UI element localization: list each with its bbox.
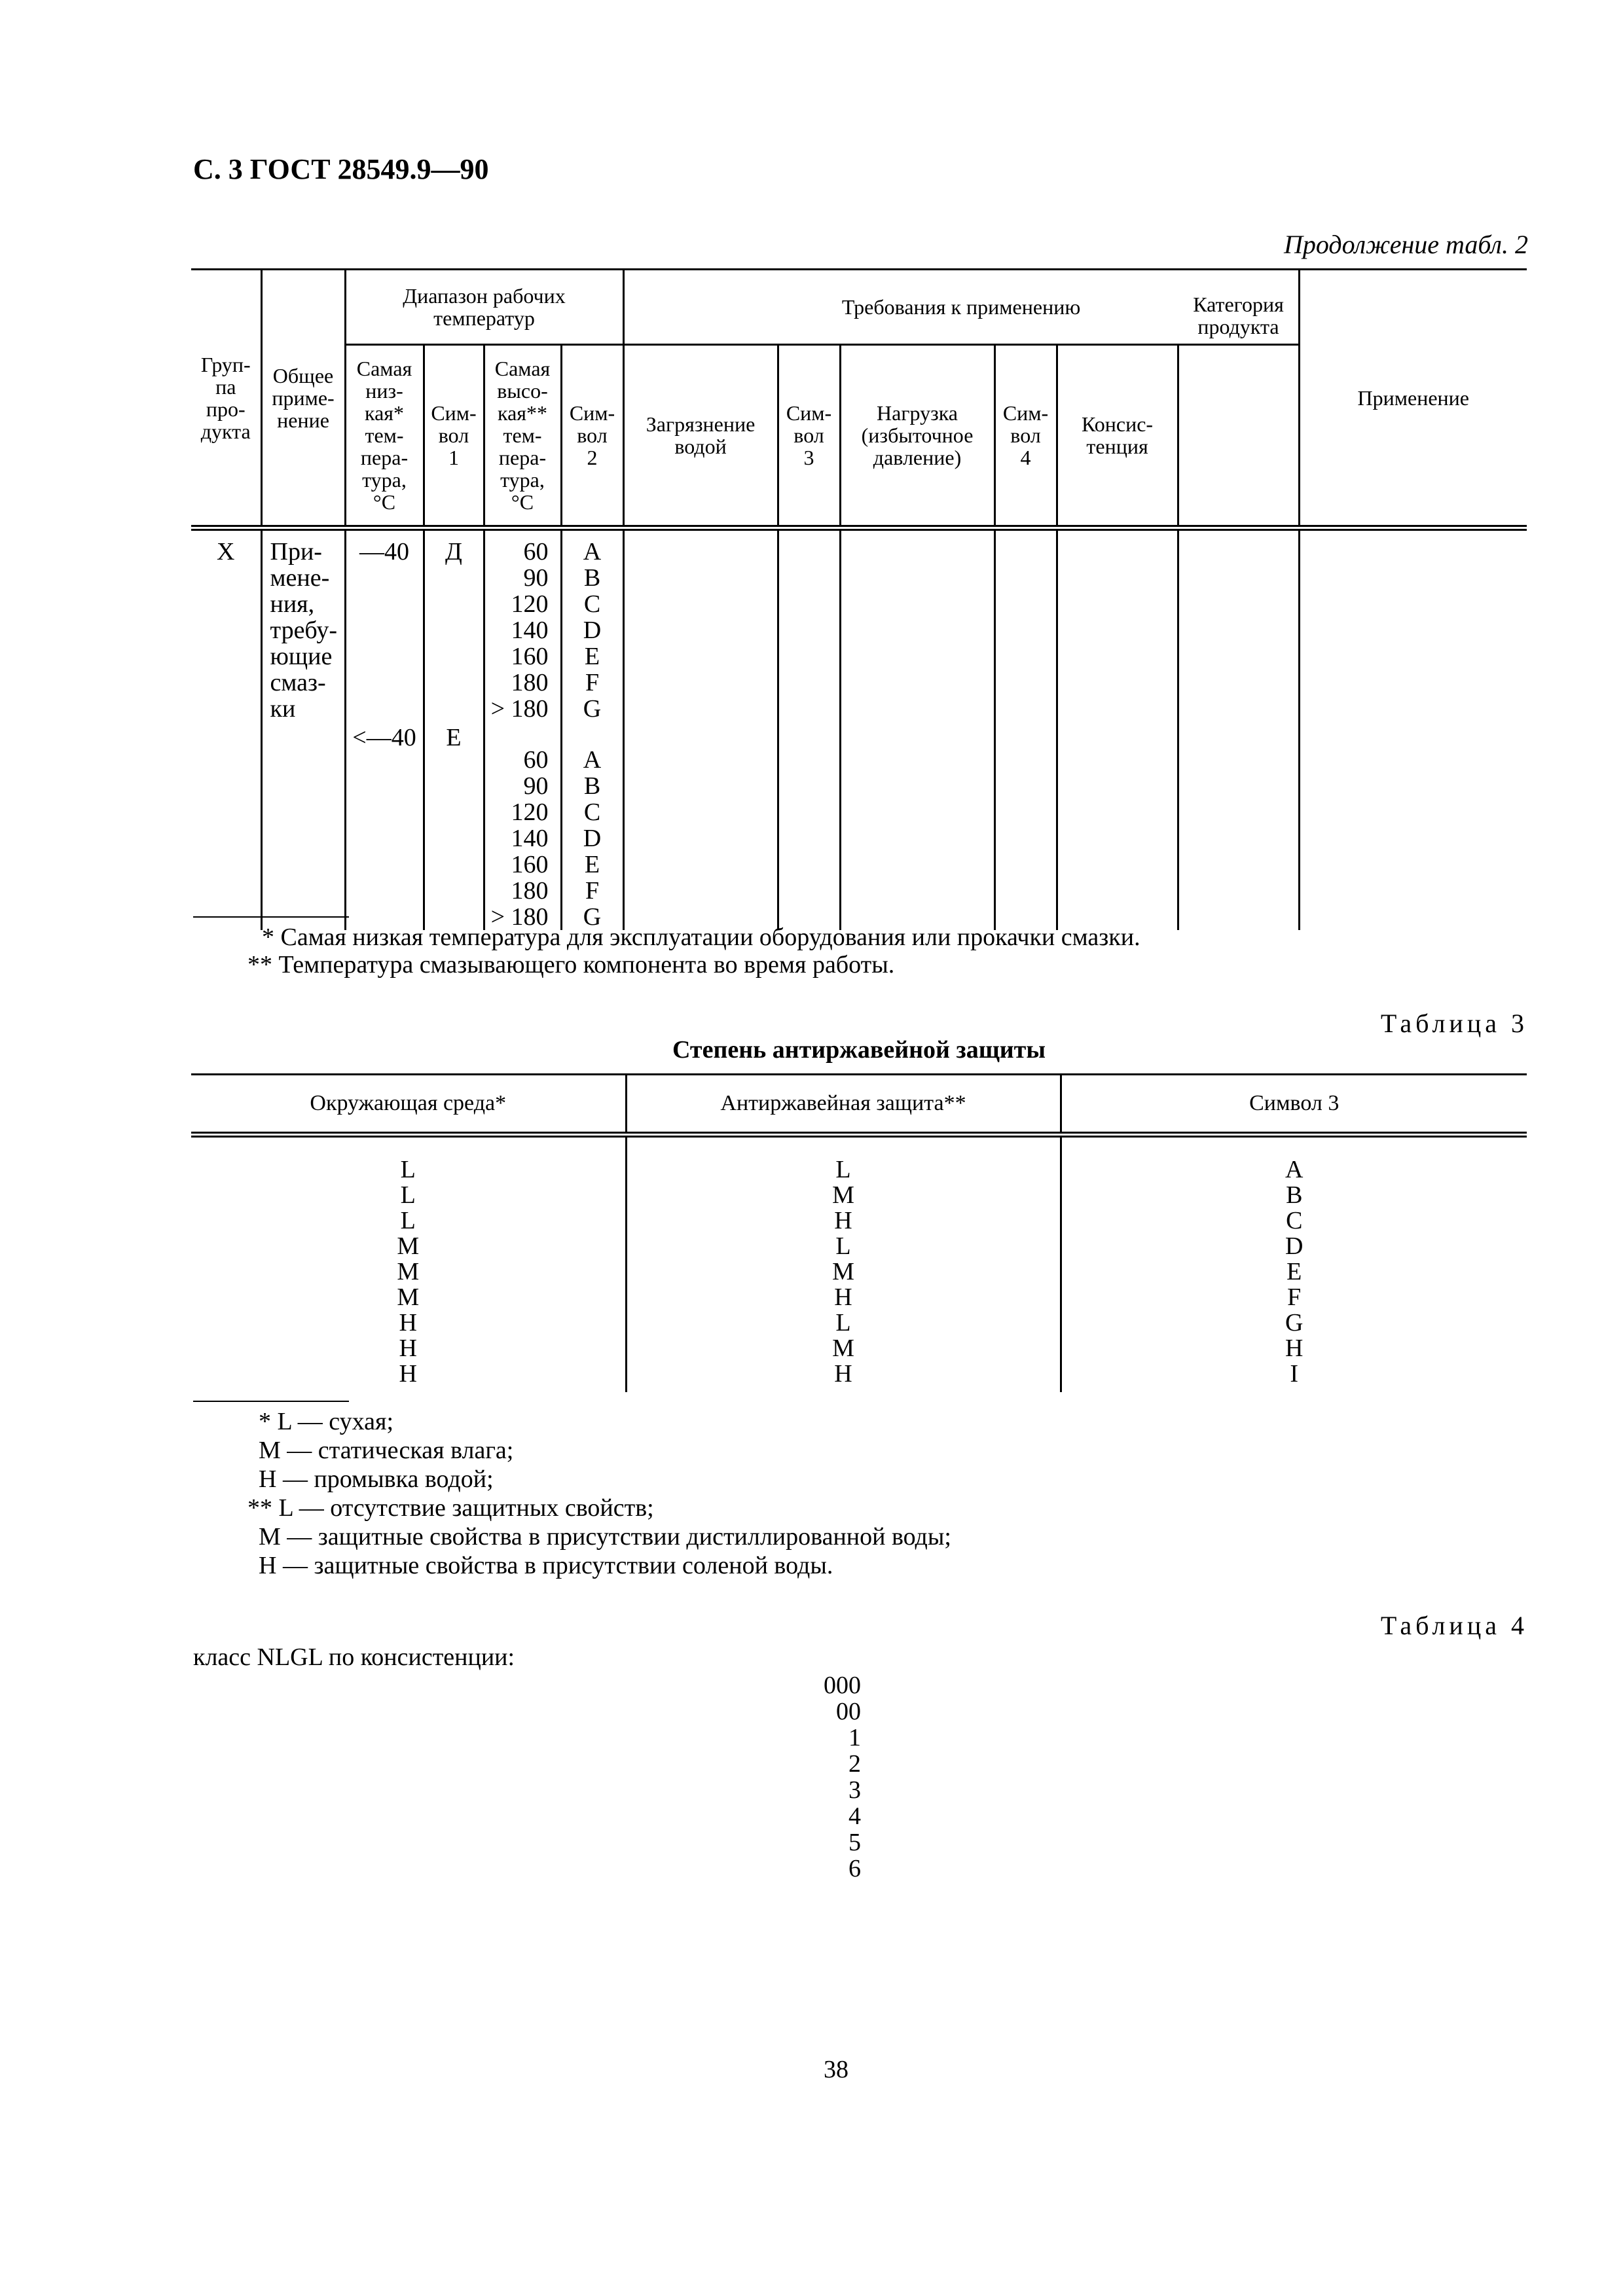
cell-sym4	[994, 528, 1057, 931]
header-category	[1178, 293, 1299, 476]
line: температур	[433, 306, 535, 330]
line: M	[397, 1258, 420, 1285]
line: Общее	[272, 363, 334, 387]
line: G	[1285, 1309, 1304, 1336]
line: °С	[511, 490, 534, 514]
line: M	[832, 1258, 854, 1285]
line: 00	[836, 1698, 861, 1725]
line: > 180	[490, 903, 549, 931]
line: тура,	[500, 468, 545, 492]
line: пера-	[498, 446, 547, 469]
line: вол	[577, 423, 608, 447]
line: M	[832, 1335, 854, 1362]
line: H	[399, 1360, 417, 1388]
line: D	[583, 825, 602, 852]
line: C	[583, 798, 601, 826]
line: мене-	[270, 564, 330, 592]
line: 180	[511, 669, 549, 696]
line: 5	[848, 1829, 861, 1856]
line: L	[400, 1181, 416, 1209]
column-symbol: Символ 3	[1061, 1075, 1527, 1135]
environment-values	[191, 1135, 626, 1393]
line: E	[584, 851, 600, 878]
cell-sym2	[561, 528, 623, 931]
line: про-	[206, 397, 246, 421]
line: 2	[587, 446, 598, 469]
line: °С	[373, 490, 396, 514]
line: H	[834, 1283, 852, 1311]
line: 140	[511, 617, 549, 644]
header-lowest	[345, 345, 424, 528]
line: Диапазон рабочих	[403, 284, 566, 308]
line: 4	[848, 1803, 861, 1830]
line: тем-	[503, 423, 542, 447]
cell-sym1: Д E	[424, 528, 484, 931]
line: G	[583, 695, 602, 723]
footnote3-3: H — промывка водой;	[259, 1465, 494, 1493]
header-sym4	[994, 345, 1057, 528]
line: L	[835, 1232, 851, 1260]
line: Самая	[356, 357, 412, 380]
header-range	[345, 270, 623, 345]
line: 90	[523, 564, 549, 592]
cell-highest	[484, 528, 561, 931]
footnote-separator-3	[193, 1401, 349, 1402]
line: ния,	[270, 590, 315, 618]
line: 160	[511, 643, 549, 670]
line: 1	[848, 1724, 861, 1751]
cell-load	[840, 528, 994, 931]
line: M	[397, 1232, 420, 1260]
footnote3-5: M — защитные свойства в присутствии дистиллированной воды;	[259, 1523, 951, 1551]
line: E	[1286, 1258, 1302, 1285]
symbol-values	[1061, 1135, 1527, 1393]
line: па	[215, 374, 236, 399]
line: 000	[824, 1672, 861, 1699]
header-water	[623, 345, 778, 528]
line: 1	[448, 446, 459, 469]
line: дукта	[200, 419, 251, 443]
line: Категория	[1193, 293, 1284, 316]
line: тенция	[1086, 435, 1148, 458]
line: Сим-	[569, 401, 615, 425]
protection-values	[626, 1135, 1061, 1393]
footnote3-2: M — статическая влага;	[259, 1437, 514, 1464]
table-4-intro: класс NLGL по консистенции:	[193, 1643, 515, 1671]
page-number: 38	[824, 2056, 848, 2083]
line: вол	[1010, 423, 1041, 447]
line: Самая	[494, 357, 551, 380]
table-3	[191, 1073, 1527, 1392]
line: тура,	[362, 468, 407, 492]
line: F	[585, 669, 600, 696]
line: B	[583, 564, 601, 592]
line: C	[1286, 1207, 1303, 1234]
page-header: С. 3 ГОСТ 28549.9—90	[193, 153, 489, 185]
line: 160	[511, 851, 549, 878]
header-consistency	[1057, 345, 1178, 528]
footnote3-1: * L — сухая;	[259, 1408, 394, 1435]
header-sym3	[778, 345, 840, 528]
line: I	[1290, 1360, 1299, 1388]
line: пера-	[360, 446, 409, 469]
line: требу-	[270, 617, 337, 644]
line: водой	[674, 435, 727, 458]
footnote-lowest-temp: * Самая низкая температура для эксплуатации оборудования или прокачки смазки.	[262, 924, 1140, 951]
nlgl-values	[812, 1672, 861, 1882]
footnote-separator	[193, 916, 349, 918]
line: давление)	[873, 446, 962, 469]
line: E	[584, 643, 600, 670]
cell-lowest: —40 <—40	[345, 528, 424, 931]
line: Сим-	[1002, 401, 1049, 425]
line: F	[1287, 1283, 1302, 1311]
column-environment: Окружающая среда*	[191, 1075, 626, 1135]
line: Консис-	[1081, 412, 1154, 436]
header-load	[840, 345, 994, 528]
cell-general	[261, 528, 345, 931]
line: Сим-	[431, 401, 477, 425]
line: L	[400, 1207, 416, 1234]
line: 60	[523, 538, 549, 565]
cell-sym3	[778, 528, 840, 931]
line: 3	[803, 446, 814, 469]
table-4-number: Таблица 4	[1380, 1611, 1528, 1640]
table-2	[191, 268, 1527, 930]
line: M	[832, 1181, 854, 1209]
line: высо-	[497, 379, 548, 403]
table-3-title: Степень антиржавейной защиты	[672, 1036, 1046, 1064]
cell-category	[1178, 528, 1299, 931]
line: > 180	[490, 695, 549, 723]
line: 4	[1020, 446, 1031, 469]
line: смаз-	[270, 669, 326, 696]
line: 120	[511, 590, 549, 618]
line: Нагрузка	[877, 401, 958, 425]
line: A	[583, 538, 602, 565]
line: продукта	[1197, 315, 1279, 338]
line: ки	[270, 695, 296, 723]
line: При-	[270, 538, 322, 565]
column-protection: Антиржавейная защита**	[626, 1075, 1061, 1135]
table-3-number: Таблица 3	[1380, 1009, 1528, 1038]
line: (избыточное	[861, 423, 974, 447]
line: L	[835, 1309, 851, 1336]
line: 120	[511, 798, 549, 826]
line: B	[1286, 1181, 1303, 1209]
footnote3-6: H — защитные свойства в присутствии соленой воды.	[259, 1552, 833, 1579]
header-highest	[484, 345, 561, 528]
line: H	[834, 1207, 852, 1234]
line: G	[583, 903, 602, 931]
line: 3	[848, 1776, 861, 1804]
line: 140	[511, 825, 549, 852]
cell-consistency	[1057, 528, 1178, 931]
line: A	[583, 746, 602, 774]
line: приме-	[272, 386, 335, 410]
line: низ-	[365, 379, 403, 403]
footnote-highest-temp: ** Температура смазывающего компонента во время работы.	[247, 951, 895, 978]
footnote3-4: ** L — отсутствие защитных свойств;	[247, 1494, 654, 1522]
line: вол	[793, 423, 824, 447]
header-requirements: Требования к применению	[623, 270, 1299, 345]
line: кая**	[498, 401, 547, 425]
line: 90	[523, 772, 549, 800]
line: ющие	[270, 643, 333, 670]
line: кая*	[365, 401, 404, 425]
line: F	[585, 877, 600, 905]
cell-group: X	[191, 528, 261, 931]
line: D	[583, 617, 602, 644]
line: H	[834, 1360, 852, 1388]
header-general	[261, 270, 345, 528]
line: D	[1285, 1232, 1304, 1260]
header-application: Применение	[1299, 270, 1527, 528]
line: L	[400, 1156, 416, 1183]
cell-water	[623, 528, 778, 931]
line: H	[1285, 1335, 1304, 1362]
line: C	[583, 590, 601, 618]
line: H	[399, 1309, 417, 1336]
line: Сим-	[786, 401, 832, 425]
line: H	[399, 1335, 417, 1362]
cell-application	[1299, 528, 1527, 931]
line: вол	[438, 423, 469, 447]
line: Груп-	[200, 352, 251, 376]
header-group	[191, 270, 261, 528]
line: 6	[848, 1855, 861, 1882]
header-sym2	[561, 345, 623, 528]
line: 180	[511, 877, 549, 905]
table-continuation-label: Продолжение табл. 2	[1283, 230, 1528, 259]
line: B	[583, 772, 601, 800]
line: A	[1285, 1156, 1304, 1183]
line: M	[397, 1283, 420, 1311]
line: L	[835, 1156, 851, 1183]
line: 2	[848, 1750, 861, 1778]
line: нение	[277, 408, 329, 432]
line: Загрязнение	[646, 412, 756, 436]
line: тем-	[365, 423, 404, 447]
line: 60	[523, 746, 549, 774]
header-sym1	[424, 345, 484, 528]
